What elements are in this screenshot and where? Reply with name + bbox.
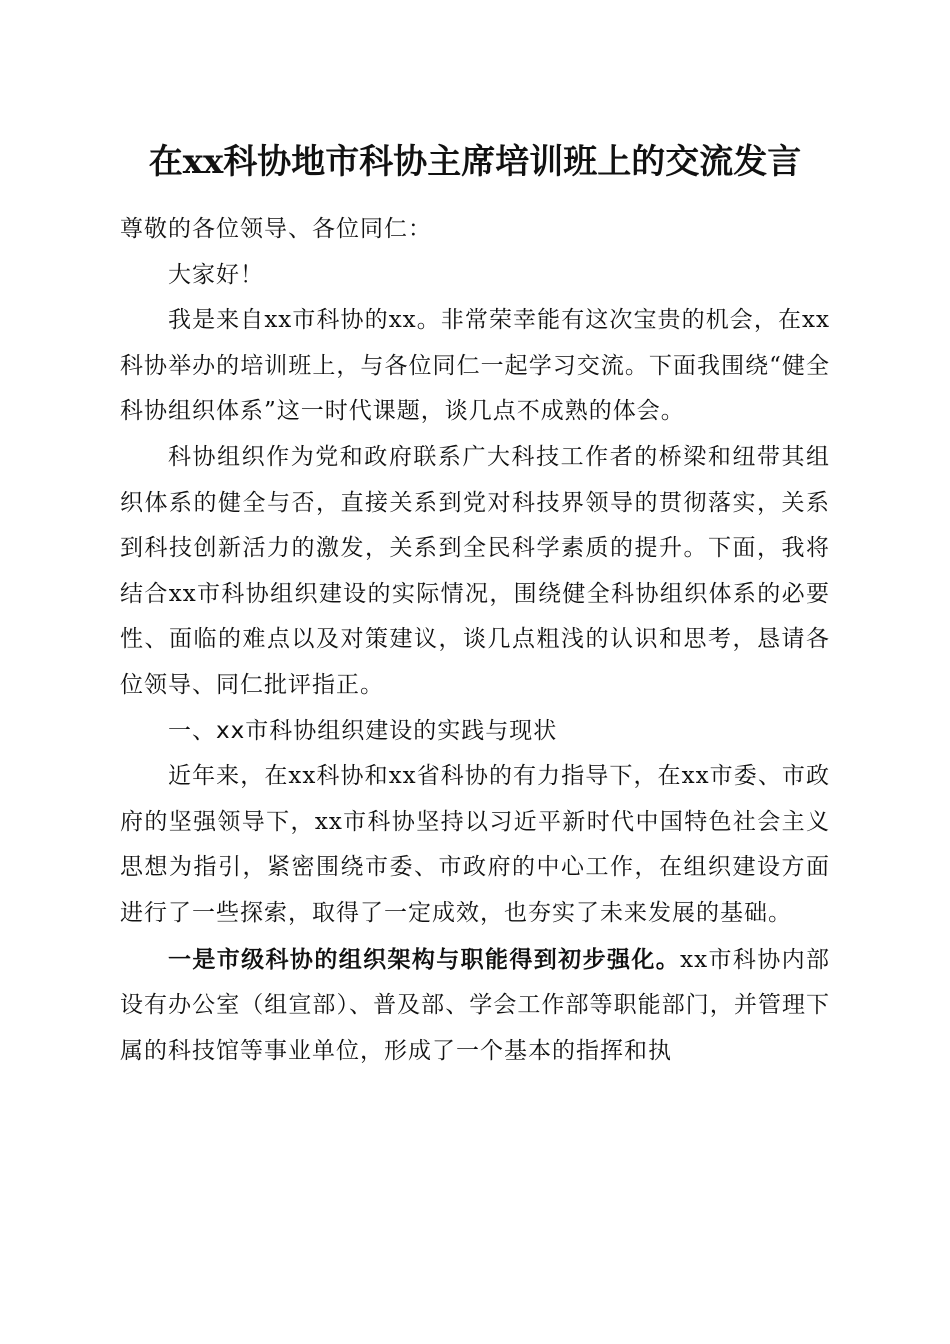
point-body: xx市科协内部设有办公室（组宣部）、普及部、学会工作部等职能部门，并管理下属的科技馆等事业单位，形成了一个基本的指挥和执 xyxy=(120,946,830,1064)
context-paragraph: 科协组织作为党和政府联系广大科技工作者的桥梁和纽带其组织体系的健全与否，直接关系到党对科技界领导的贯彻落实，关系到科技创新活力的激发，关系到全民科学素质的提升。下面，我将结合xx市科协组织建设的实际情况，围绕健全科协组织体系的必要性、面临的难点以及对策建议，谈几点粗浅的认识和思考，恳请各位领导、同仁批评指正。 xyxy=(120,443,830,698)
document-title: 在xx科协地市科协主席培训班上的交流发言 xyxy=(148,142,802,182)
document-body xyxy=(120,207,830,1074)
salutation: 尊敬的各位领导、各位同仁： xyxy=(120,216,432,242)
intro-paragraph: 我是来自xx市科协的xx。非常荣幸能有这次宝贵的机会，在xx科协举办的培训班上，与各位同仁一起学习交流。下面我围绕“健全科协组织体系”这一时代课题，谈几点不成熟的体会。 xyxy=(120,307,830,425)
section-paragraph: 近年来，在xx科协和xx省科协的有力指导下，在xx市委、市政府的坚强领导下，xx市科协坚持以习近平新时代中国特色社会主义思想为指引，紧密围绕市委、市政府的中心工作，在组织建设方面进行了一些探索，取得了一定成效，也夯实了未来发展的基础。 xyxy=(120,763,830,926)
greeting: 大家好！ xyxy=(168,261,264,288)
point-lead: 一是市级科协的组织架构与职能得到初步强化。 xyxy=(168,945,681,973)
section-heading: 一、xx市科协组织建设的实践与现状 xyxy=(168,717,558,744)
point-paragraph xyxy=(120,937,830,1075)
